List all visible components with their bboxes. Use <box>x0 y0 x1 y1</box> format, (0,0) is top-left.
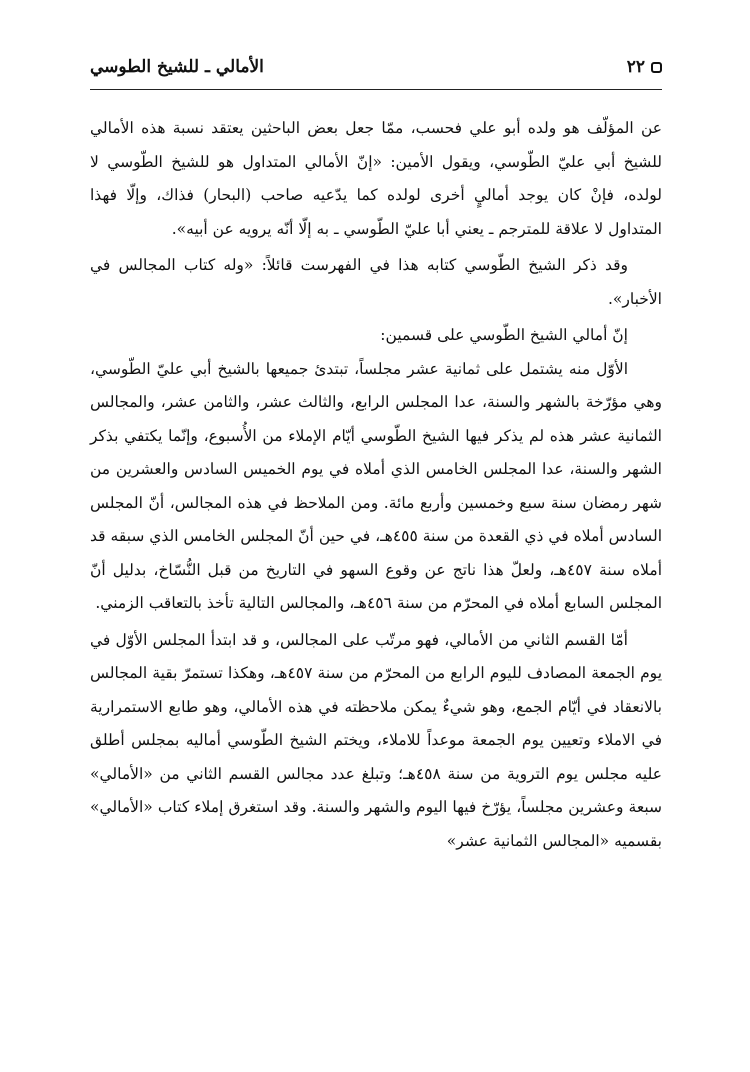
square-ornament-icon <box>651 62 662 73</box>
header-divider <box>90 89 662 90</box>
paragraph-5: أمّا القسم الثاني من الأمالي، فهو مرتّب على المجالس، و قد ابتدأ المجلس الأوّل في يوم الجمعة المصادف لليوم الرابع من المحرّم من سنة ٤٥٧هـ، وهكذا تستمرّ بقية المجالس بالانعقاد في أيّام الجمع، وهو شيءٌ يمكن ملاحظته في هذه الأمالي، وهو طابع الاستمرارية في الاملاء وتعيين يوم الجمعة موعداً للاملاء، ويختم الشيخ الطّوسي أماليه بمجلس أطلق عليه مجلس يوم التروية من سنة ٤٥٨هـ؛ وتبلغ عدد مجالس القسم الثاني من «الأمالي» سبعة وعشرين مجلساً، يؤرّخ فيها اليوم والشهر والسنة. وقد استغرق إملاء كتاب «الأمالي» بقسميه «المجالس الثمانية عشر» <box>90 630 663 850</box>
paragraph-1: عن المؤلّف هو ولده أبو علي فحسب، ممّا جعل بعض الباحثين يعتقد نسبة هذه الأمالي للشيخ أبي عليّ الطّوسي، ويقول الأمين: «إنّ الأمالي المتداول هو للشيخ الطّوسي لا لولده، فإنْ كان يوجد أماليٍ أخرى لولده كما يدّعيه صاحب (البحار) فذاك، وإلّا فهذا المتداول لا علاقة للمترجم ـ يعني أبا عليّ الطّوسي ـ به إلّا أنّه يرويه عن أبيه». <box>90 119 662 238</box>
paragraph-3: إنّ أمالي الشيخ الطّوسي على قسمين: <box>380 326 628 344</box>
page-body <box>90 112 662 858</box>
page-number <box>627 57 662 77</box>
paragraph-4: الأوّل منه يشتمل على ثمانية عشر مجلساً، تبتدئ جميعها بالشيخ أبي عليّ الطّوسي، وهي مؤرّخة بالشهر والسنة، عدا المجلس الرابع، والثالث عشر، والثامن عشر، والمجالس الثمانية عشر هذه لم يذكر فيها الشيخ الطّوسي أيّام الإملاء من الأُسبوع، وإنّما يكتفي بذكر الشهر والسنة، عدا المجلس الخامس الذي أملاه في يوم الخميس السادس والعشرين من شهر رمضان سنة سبع وخمسين وأربع مائة. ومن الملاحظ في هذه المجالس، أنّ المجلس السادس أملاه في ذي القعدة من سنة ٤٥٥هـ، في حين أنّ المجلس الخامس الذي سبقه قد أملاه سنة ٤٥٧هـ، ولعلّ هذا ناتج عن وقوع السهو في التاريخ من قبل النُّسّاخ، بدليل أنّ المجلس السابع أملاه في المحرّم من سنة ٤٥٦هـ، والمجالس التالية تأخذ بالتعاقب الزمني. <box>90 359 662 612</box>
page-header <box>90 52 662 82</box>
paragraph-2: وقد ذكر الشيخ الطّوسي كتابه هذا في الفهرست قائلاً: «وله كتاب المجالس في الأخبار». <box>90 256 662 308</box>
running-title: الأمالي ـ للشيخ الطوسي <box>90 57 264 77</box>
page-number-text: ٢٢ <box>626 57 645 77</box>
